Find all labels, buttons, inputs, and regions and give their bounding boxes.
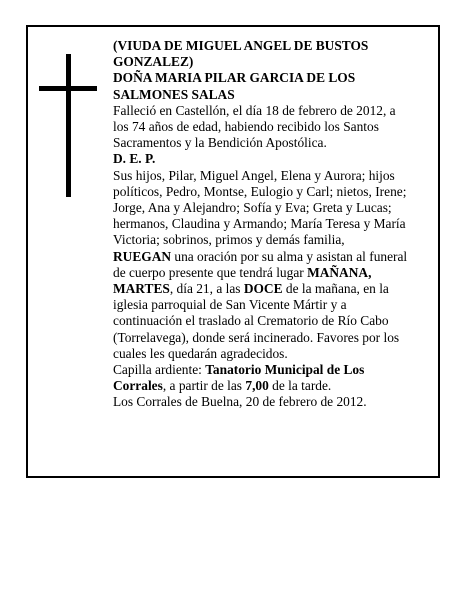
cross-icon — [66, 54, 71, 197]
dateline: Los Corrales de Buelna, 20 de febrero de 2012. — [113, 394, 367, 410]
chapel-text-2: de la tarde. — [268, 378, 332, 394]
chapel-text-1: , a partir de las — [162, 378, 246, 394]
widow-line: (VIUDA DE MIGUEL ANGEL DE BUSTOS GONZALEZ) — [113, 38, 369, 70]
family-list: Sus hijos, Pilar, Miguel Angel, Elena y Aurora; hijos políticos, Pedro, Montse, Eulogio y Carl; nietos, Irene; Jorge, Ana y Alejandro; Sofía y Eva; Greta y Lucas; hermanos, Claudina y Armando; María Teresa y María Victoria; sobrinos, primos y demás familia, — [113, 167, 407, 248]
cross-icon-bar — [39, 86, 97, 91]
dep-line: D. E. P. — [113, 151, 156, 167]
chapel-place: Tanatorio Municipal de Los Corrales — [113, 362, 365, 394]
funeral-day: MAÑANA, MARTES — [113, 264, 372, 297]
request-text-2: , día 21, a las — [169, 281, 244, 297]
request-text-3: de la mañana, en la iglesia parroquial de San Vicente Mártir y a continuación el traslado al Crematorio de Río Cabo (Torrelavega), donde será incinerado. Favores por los cuales les quedarán agradecidos. — [113, 281, 400, 361]
chapel-label: Capilla ardiente: — [113, 362, 206, 378]
ruegan: RUEGAN — [113, 248, 172, 264]
funeral-hour: DOCE — [243, 281, 283, 297]
request-text-1: una oración por su alma y asistan al funeral de cuerpo presente que tendrá lugar — [113, 248, 408, 280]
notice-text — [113, 38, 413, 411]
chapel-info — [113, 362, 413, 394]
chapel-time: 7,00 — [245, 378, 269, 394]
death-statement: Falleció en Castellón, el día 18 de febrero de 2012, a los 74 años de edad, habiendo recibido los Santos Sacramentos y la Bendición Apostólica. — [113, 102, 396, 151]
funeral-request — [113, 249, 413, 362]
deceased-name: DOÑA MARIA PILAR GARCIA DE LOS SALMONES SALAS — [113, 70, 356, 102]
